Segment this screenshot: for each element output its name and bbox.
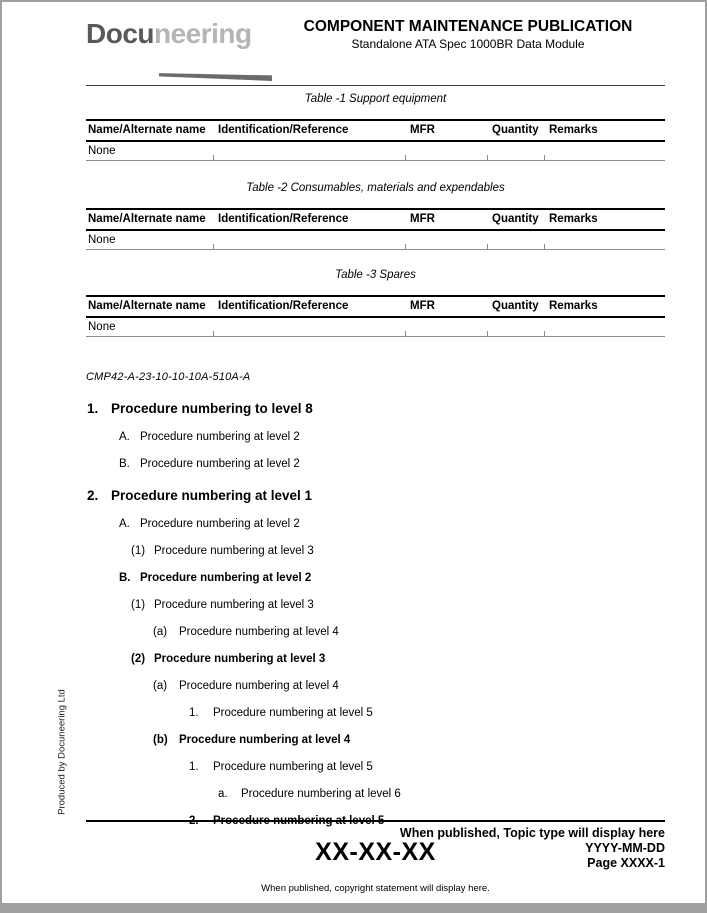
table-cell-none: None (88, 234, 116, 246)
logo-text-light: neering (154, 18, 252, 49)
column-separator (487, 155, 488, 160)
page-footer (86, 820, 665, 894)
column-header: Quantity (492, 124, 539, 136)
table-header-row (86, 208, 665, 231)
item-text: Procedure numbering at level 4 (179, 626, 339, 638)
column-separator (405, 331, 406, 336)
procedure-item (86, 787, 665, 801)
table-cell-none: None (88, 321, 116, 333)
footer-copyright: When published, copyright statement will display here. (261, 883, 490, 894)
item-marker: 2. (87, 488, 99, 503)
column-separator (213, 244, 214, 249)
column-separator (405, 155, 406, 160)
footer-date: YYYY-MM-DD (585, 841, 665, 855)
procedure-item (86, 760, 665, 774)
produced-by-note: Produced by Docuneering Ltd (56, 689, 68, 815)
page-header (86, 2, 665, 85)
procedure-item (86, 571, 665, 585)
table-row (86, 318, 665, 337)
column-header: Name/Alternate name (88, 300, 206, 312)
table-row (86, 142, 665, 161)
item-marker: (b) (153, 734, 168, 746)
column-header: Quantity (492, 213, 539, 225)
procedure-item (86, 457, 665, 471)
item-marker: 2. (189, 815, 199, 827)
procedure-item (86, 706, 665, 720)
column-header: Remarks (549, 124, 598, 136)
table-header-row (86, 119, 665, 142)
item-marker: A. (119, 518, 130, 530)
procedure-item (86, 652, 665, 666)
item-marker: (a) (153, 626, 168, 638)
footer-page-number: Page XXXX-1 (587, 856, 665, 870)
column-separator (405, 244, 406, 249)
column-header: Name/Alternate name (88, 213, 206, 225)
item-marker: B. (119, 572, 131, 584)
footer-chapter-code: XX-XX-XX (315, 838, 436, 866)
support-equipment-table (86, 119, 665, 161)
procedure-item (86, 679, 665, 693)
item-text: Procedure numbering at level 6 (241, 788, 401, 800)
item-text: Procedure numbering at level 5 (213, 761, 373, 773)
item-text: Procedure numbering at level 1 (111, 488, 313, 503)
item-marker: (a) (153, 680, 168, 692)
table-caption-support-equipment: Table -1 Support equipment (304, 93, 447, 105)
item-text: Procedure numbering at level 3 (154, 545, 314, 557)
item-marker: (1) (131, 599, 146, 611)
logo-swoosh (159, 72, 272, 81)
column-header: Identification/Reference (218, 213, 349, 225)
logo-text-dark: Docu (86, 18, 154, 49)
column-separator (544, 331, 545, 336)
item-text: Procedure numbering at level 5 (213, 815, 385, 827)
table-caption-consumables: Table -2 Consumables, materials and expendables (246, 182, 505, 194)
title-block (271, 17, 665, 52)
column-separator (544, 244, 545, 249)
item-text: Procedure numbering at level 2 (140, 458, 300, 470)
column-header: MFR (410, 124, 435, 136)
item-marker: (1) (131, 545, 146, 557)
procedure-item (86, 598, 665, 612)
procedure-item (86, 517, 665, 531)
column-header: Identification/Reference (218, 300, 349, 312)
item-marker: a. (218, 788, 228, 800)
procedure-item (86, 544, 665, 558)
content-area (86, 86, 665, 828)
item-marker: 1. (189, 707, 199, 719)
item-marker: (2) (131, 653, 146, 665)
item-text: Procedure numbering at level 4 (179, 680, 339, 692)
item-text: Procedure numbering at level 3 (154, 653, 326, 665)
item-text: Procedure numbering at level 2 (140, 431, 300, 443)
column-header: Name/Alternate name (88, 124, 206, 136)
procedure-item (86, 487, 665, 504)
column-header: Identification/Reference (218, 124, 349, 136)
column-separator (544, 155, 545, 160)
publication-subtitle: Standalone ATA Spec 1000BR Data Module (351, 37, 585, 51)
column-header: Quantity (492, 300, 539, 312)
table-header-row (86, 295, 665, 318)
procedure-item (86, 400, 665, 417)
column-separator (487, 331, 488, 336)
data-module-code: CMP42-A-23-10-10-10A-510A-A (86, 371, 251, 383)
item-text: Procedure numbering at level 2 (140, 572, 312, 584)
table-cell-none: None (88, 145, 116, 157)
item-marker: 1. (87, 401, 99, 416)
item-text: Procedure numbering at level 5 (213, 707, 373, 719)
publication-title: COMPONENT MAINTENANCE PUBLICATION (303, 18, 633, 35)
item-text: Procedure numbering at level 4 (179, 734, 351, 746)
footer-topic-type: When published, Topic type will display here (399, 826, 665, 840)
column-header: MFR (410, 213, 435, 225)
procedure-item (86, 733, 665, 747)
bottom-bar (2, 903, 705, 911)
table-caption-spares: Table -3 Spares (335, 269, 416, 281)
item-text: Procedure numbering at level 3 (154, 599, 314, 611)
item-marker: B. (119, 458, 130, 470)
column-header: Remarks (549, 300, 598, 312)
consumables-table (86, 208, 665, 250)
table-row (86, 231, 665, 250)
column-header: Remarks (549, 213, 598, 225)
column-separator (487, 244, 488, 249)
item-text: Procedure numbering at level 2 (140, 518, 300, 530)
column-header: MFR (410, 300, 435, 312)
item-marker: 1. (189, 761, 199, 773)
item-text: Procedure numbering to level 8 (111, 401, 313, 416)
procedure-item (86, 430, 665, 444)
column-separator (213, 155, 214, 160)
procedure-item (86, 625, 665, 639)
spares-table (86, 295, 665, 337)
docuneering-logo (86, 19, 252, 49)
item-marker: A. (119, 431, 130, 443)
column-separator (213, 331, 214, 336)
